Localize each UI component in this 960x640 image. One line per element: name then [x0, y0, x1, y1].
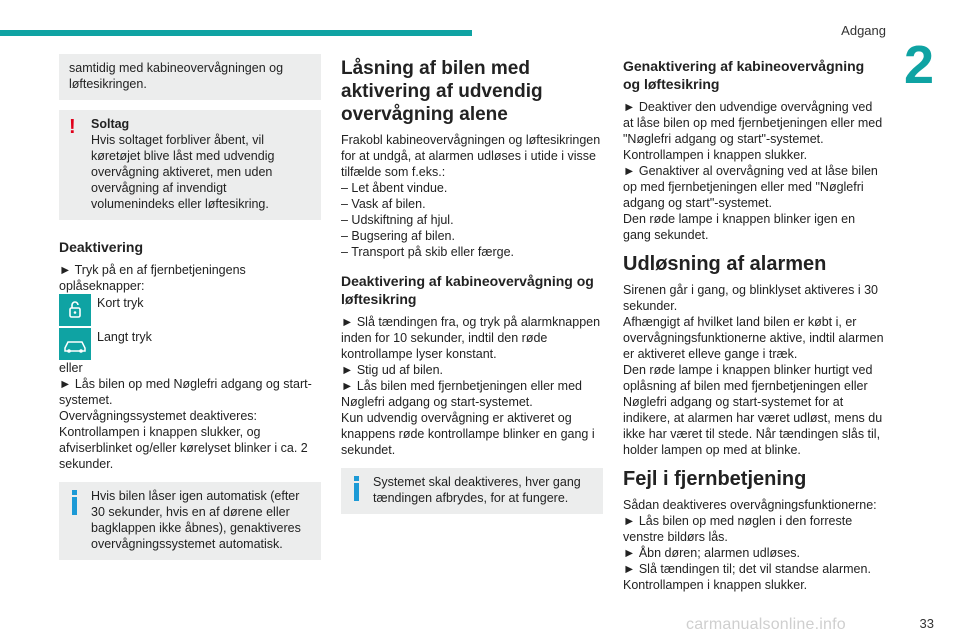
watermark: carmanualsonline.info: [686, 616, 846, 633]
after-line: Overvågningssystemet deaktiveres: Kontrollampen i knappen slukker, og afviserblinket og/eller kørelyset blinker i ca. 2 sekunder.: [59, 409, 308, 471]
paragraph-line: Afhængigt af hvilket land bilen er købt i, er overvågningsfunktionerne aktive, indtil alarmen er aktiveret elleve gange i træk.: [623, 315, 884, 361]
laasning-intro: Frakobl kabineovervågningen og løftesikringen for at undgå, at alarmen udløses i utide i visse tilfælde som f.eks.:: [341, 133, 601, 179]
after-line: eller: [59, 361, 83, 375]
heading-laasning: Låsning af bilen med aktivering af udvendig overvågning alene: [341, 58, 543, 125]
column-3: [623, 54, 885, 593]
warning-icon: !: [69, 116, 76, 138]
heading-deaktivering-kabine: Deaktivering af kabineovervågning og løftesikring: [341, 273, 594, 307]
info-text: Systemet skal deaktiveres, hver gang tændingen afbrydes, for at fungere.: [373, 475, 581, 505]
list-item: – Vask af bilen.: [341, 197, 426, 211]
key-long-row: [59, 328, 321, 360]
key-short-label: Kort tryk: [97, 296, 144, 310]
car-unlock-icon: [59, 328, 91, 360]
step-line: ► Lås bilen med fjernbetjeningen eller med Nøglefri adgang og start-systemet.: [341, 379, 582, 409]
paragraph-line: Sirenen går i gang, og blinklyset aktiveres i 30 sekunder.: [623, 283, 879, 313]
info-box: [59, 482, 321, 560]
step-line: Kontrollampen i knappen slukker.: [623, 578, 808, 592]
column-2: [341, 54, 603, 524]
header-accent-bar: [0, 30, 472, 36]
warning-box: [59, 110, 321, 220]
step-line: ► Lås bilen op med nøglen i den forreste venstre bildørs lås.: [623, 514, 853, 544]
list-item: – Transport på skib eller færge.: [341, 245, 514, 259]
key-short-row: [59, 294, 321, 326]
note-box: [59, 54, 321, 100]
warning-title: Soltag: [91, 117, 130, 131]
list-item: – Bugsering af bilen.: [341, 229, 455, 243]
after-line: ► Lås bilen op med Nøglefri adgang og start-systemet.: [59, 377, 312, 407]
step-line: ► Stig ud af bilen.: [341, 363, 444, 377]
chapter-number: 2: [903, 35, 934, 95]
info-box: [341, 468, 603, 514]
step-line: ► Åbn døren; alarmen udløses.: [623, 546, 801, 560]
warning-text: Hvis soltaget forbliver åbent, vil køretøjet blive låst med udvendig overvågning aktiveret, men uden overvågning af invendigt volumenindeks eller løftesikring.: [91, 133, 275, 211]
page-number: 33: [919, 616, 934, 631]
step-line: Den røde lampe i knappen blinker igen en gang sekundet.: [623, 212, 856, 242]
note-text: samtidig med kabineovervågningen og løftesikringen.: [69, 61, 284, 91]
step-line: ► Deaktiver den udvendige overvågning ved at låse bilen op med fjernbetjeningen eller med "Nøglefri adgang og start"-systemet.: [623, 100, 883, 146]
step-line: Sådan deaktiveres overvågningsfunktionerne:: [623, 498, 877, 512]
list-item: – Udskiftning af hjul.: [341, 213, 454, 227]
step-line: Kontrollampen i knappen slukker.: [623, 148, 808, 162]
step-line: Kun udvendig overvågning er aktiveret og knappens røde kontrollampe blinker en gang i sekundet.: [341, 411, 595, 457]
heading-genaktivering: Genaktivering af kabineovervågning og løftesikring: [623, 58, 865, 92]
paragraph-line: Den røde lampe i knappen blinker hurtigt ved oplåsning af bilen med fjernbetjeningen eller Nøglefri adgang og start-systemet for at indikere, at alarmen har været udløst, mens du ikke har været til stede. Når tændingen slås til, holder lampen op med at blinke.: [623, 363, 883, 457]
info-icon: [70, 490, 79, 516]
list-item: – Let åbent vindue.: [341, 181, 448, 195]
deakt-intro: ► Tryk på en af fjernbetjeningens oplåseknapper:: [59, 263, 246, 293]
step-line: ► Slå tændingen til; det vil standse alarmen.: [623, 562, 871, 576]
step-line: ► Slå tændingen fra, og tryk på alarmknappen inden for 10 sekunder, indtil den røde kontrollampe lyser konstant.: [341, 315, 601, 361]
unlock-button-icon: [59, 294, 91, 326]
section-label: Adgang: [841, 23, 886, 38]
info-text: Hvis bilen låser igen automatisk (efter 30 sekunder, hvis en af dørene eller bagklappen ikke åbnes), genaktiveres overvågningssystemet automatisk.: [91, 489, 301, 551]
column-1: [59, 54, 321, 570]
info-icon: [352, 476, 361, 502]
heading-fejl: Fejl i fjernbetjening: [623, 468, 807, 490]
heading-udloesning: Udløsning af alarmen: [623, 253, 827, 275]
heading-deaktivering: Deaktivering: [59, 239, 144, 255]
step-line: ► Genaktiver al overvågning ved at låse bilen op med fjernbetjeningen eller med "Nøglefri adgang og start"-systemet.: [623, 164, 878, 210]
key-long-label: Langt tryk: [97, 330, 152, 344]
